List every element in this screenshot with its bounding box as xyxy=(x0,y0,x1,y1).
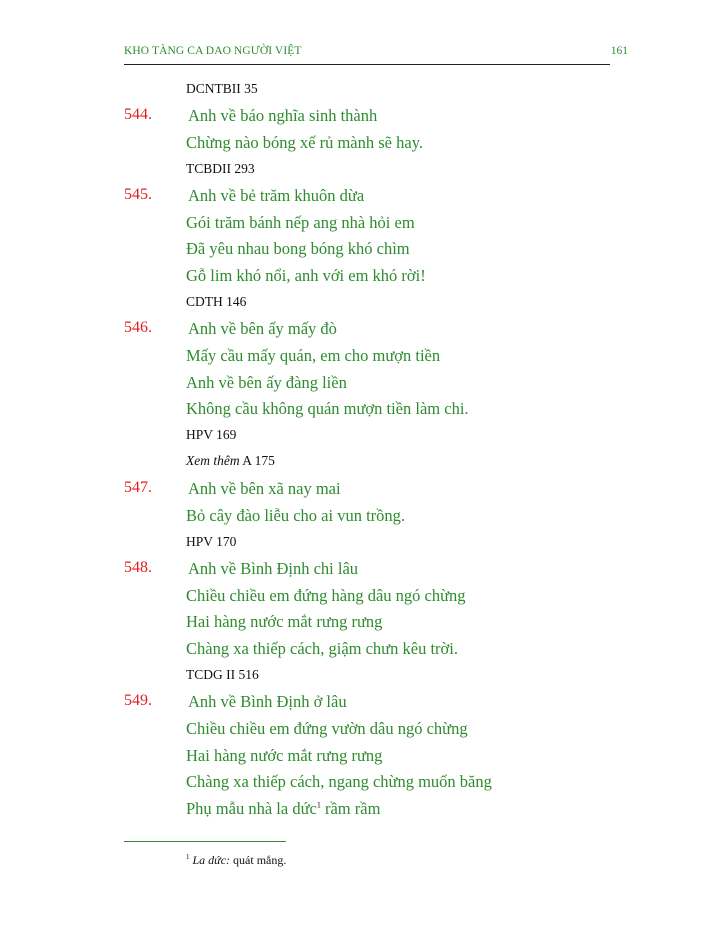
verse-line: Gói trăm bánh nếp ang nhà hỏi em xyxy=(186,213,415,232)
verse-line: Chiều chiều em đứng vườn dâu ngó chừng xyxy=(186,719,468,738)
source-ref: HPV 170 xyxy=(186,534,237,549)
verse-line: Đã yêu nhau bong bóng khó chìm xyxy=(186,239,410,258)
verse-line: Hai hàng nước mắt rưng rưng xyxy=(186,746,383,765)
footnote-term: La dức: xyxy=(192,853,231,867)
verse-line: Anh về bên ấy mấy đò xyxy=(188,319,337,338)
verse-line: Anh về bẻ trăm khuôn dừa xyxy=(188,186,365,205)
see-also-ref: A 175 xyxy=(242,453,275,468)
entry-number: 544. xyxy=(124,106,152,123)
footnote xyxy=(186,853,286,868)
footnote-rule xyxy=(124,841,286,842)
see-also xyxy=(186,453,275,469)
verse-line: Anh về báo nghĩa sinh thành xyxy=(188,106,378,125)
verse-line: Anh về Bình Định ở lâu xyxy=(188,692,347,711)
source-ref: CDTH 146 xyxy=(186,294,247,309)
entry-number: 546. xyxy=(124,319,152,336)
footnote-definition: quát mắng. xyxy=(230,853,287,867)
footnote-mark: 1 xyxy=(186,853,190,861)
running-title: KHO TÀNG CA DAO NGƯỜI VIỆT xyxy=(124,45,302,57)
source-ref: DCNTBII 35 xyxy=(186,81,258,96)
page-number: 161 xyxy=(610,45,628,57)
verse-line: Gỗ lim khó nổi, anh với em khó rời! xyxy=(186,266,426,285)
verse-line: Chiều chiều em đứng hàng dâu ngó chừng xyxy=(186,586,466,605)
entry-number: 547. xyxy=(124,479,152,496)
verse-line: Hai hàng nước mắt rưng rưng xyxy=(186,612,383,631)
verse-line: Mấy cầu mấy quán, em cho mượn tiền xyxy=(186,346,441,365)
verse-line: Chừng nào bóng xế rủ mành sẽ hay. xyxy=(186,133,423,152)
verse-line: Anh về bên ấy đàng liền xyxy=(186,373,347,392)
page-header xyxy=(124,44,628,65)
entry-number: 548. xyxy=(124,559,152,576)
verse-line: Anh về bên xã nay mai xyxy=(188,479,341,498)
verse-line: Anh về Bình Định chi lâu xyxy=(188,559,359,578)
source-ref: HPV 169 xyxy=(186,427,237,442)
source-ref: TCBDII 293 xyxy=(186,161,255,176)
entry-number: 545. xyxy=(124,186,152,203)
verse-line-tail: rầm rầm xyxy=(320,799,381,818)
verse-line-text: Phụ mẫu nhà la dức xyxy=(186,799,317,818)
see-also-label: Xem thêm xyxy=(186,453,240,468)
footnote-marker: 1 xyxy=(316,800,321,810)
verse-line: Không cầu không quán mượn tiền làm chi. xyxy=(186,399,469,418)
verse-line: Bỏ cây đào liễu cho ai vun trồng. xyxy=(186,506,406,525)
verse-line: Chàng xa thiếp cách, ngang chừng muốn băng xyxy=(186,772,492,791)
source-ref: TCDG II 516 xyxy=(186,667,259,682)
verse-line xyxy=(186,799,380,819)
entry-number: 549. xyxy=(124,692,152,709)
verse-line: Chàng xa thiếp cách, giậm chưn kêu trời. xyxy=(186,639,458,658)
